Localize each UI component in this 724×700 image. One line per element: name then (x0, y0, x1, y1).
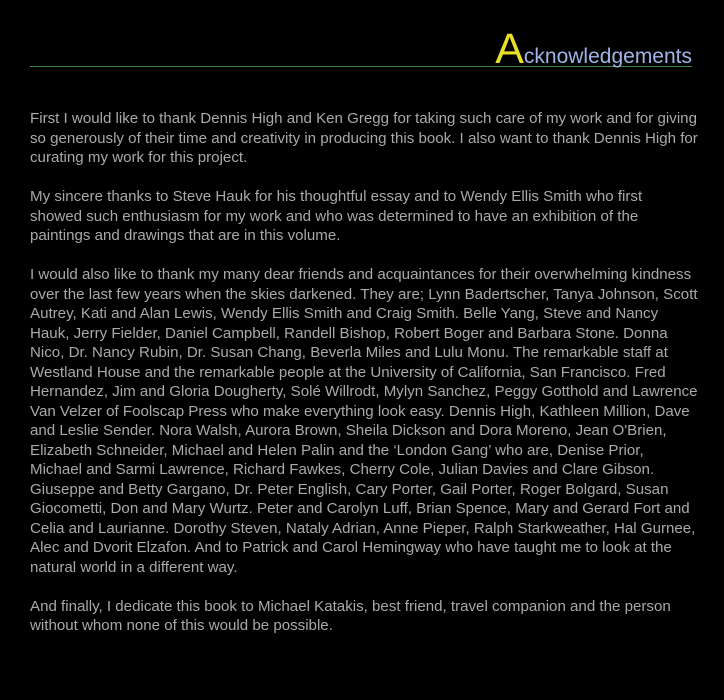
paragraph-essay-thanks: My sincere thanks to Steve Hauk for his thoughtful essay and to Wendy Ellis Smith who first showed such enthusiasm for my work and who was determined to have an exhibition of the paintings and drawings that are in this volume. (30, 188, 643, 244)
paragraph-dedication: And finally, I dedicate this book to Michael Katakis, best friend, travel companion and the person without whom none of this would be possible. (30, 597, 671, 634)
page-header (30, 25, 692, 73)
page-title (495, 25, 692, 73)
title-remaining-text: cknowledgements (523, 45, 692, 68)
paragraph-friends: I would also like to thank my many dear friends and acquaintances for their overwhelming kindness over the last few years when the skies darkened. They are; Lynn Badertscher, Tanya Johnson, Scott Autrey, Kati and Alan Lewis, Wendy Ellis Smith and Craig Smith. Belle Yang, Steve and Nancy Hauk, Jerry Fielder, Daniel Campbell, Randell Bishop, Robert Boger and Barbara Stone. Donna Nico, Dr. Nancy Rubin, Dr. Susan Chang, Beverla Miles and Lulu Monu. The remarkable staff at Westland House and the remarkable people at the University of California, San Francisco. Fred Hernandez, Jim and Gloria Dougherty, Solé Willrodt, Mylyn Sanchez, Peggy Gotthold and Lawrence Van Velzer of Foolscap Press who make everything look easy. Dennis High, Kathleen Million, Dave and Leslie Sender. Nora Walsh, Aurora Brown, Sheila Dickson and Dora Moreno, Jean O'Brien, Elizabeth Schneider, Michael and Helen Palin and the ‘London Gang’ who are, Denise Prior, Michael and Sarmi Lawrence, Richard Fawkes, Cherry Cole, Julian Davies and Clare Gibson. Giuseppe and Betty Gargano, Dr. Peter English, Cary Porter, Gail Porter, Roger Bolgard, Susan Giocometti, Don and Mary Wurtz. Peter and Carolyn Luff, Brian Spence, Mary and Gerard Fort and Celia and Laurianne. Dorothy Steven, Nataly Adrian, Anne Pieper, Ralph Starkweather, Hal Gurnee, Alec and Dvorit Elzafon. And to Patrick and Carol Hemingway who have taught me to look at the natural world in a different way. (30, 266, 698, 576)
title-initial-letter: A (495, 25, 524, 73)
paragraph-intro: First I would like to thank Dennis High and Ken Gregg for taking such care of my work and for giving so generously of their time and creativity in producing this book. I also want to thank Dennis High for curating my work for this project. (30, 110, 698, 166)
acknowledgements-body (30, 109, 698, 655)
